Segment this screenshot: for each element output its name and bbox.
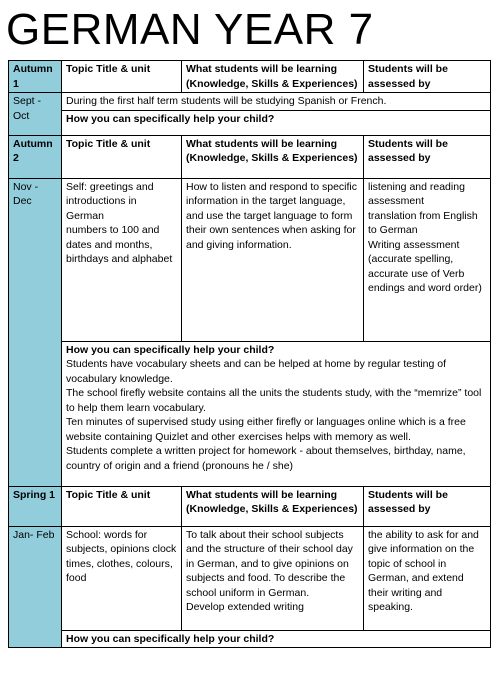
help-section-autumn2 [62, 341, 491, 486]
assessed-header: Students will be assessed by [364, 135, 491, 178]
autumn2-help-row [9, 341, 491, 486]
autumn2-header-row [9, 135, 491, 178]
learning-header: What students will be learning (Knowledge, Skills & Experiences) [182, 135, 364, 178]
term-label-spring1: Spring 1 [9, 486, 62, 526]
dates-autumn2: Nov - Dec [9, 178, 62, 486]
autumn1-help-row [9, 110, 491, 135]
assessed-autumn2: listening and reading assessment translation from English to German Writing assessment (accurate spelling, accurate use of Verb endings and word order) [364, 178, 491, 341]
topic-autumn2: Self: greetings and introductions in German numbers to 100 and dates and months, birthdays and alphabet [62, 178, 182, 341]
topic-spring1: School: words for subjects, opinions clock times, clothes, colours, food [62, 526, 182, 630]
topic-header: Topic Title & unit [62, 135, 182, 178]
curriculum-table [8, 60, 491, 648]
autumn2-content-row [9, 178, 491, 341]
spring1-header-row [9, 486, 491, 526]
dates-spring1: Jan- Feb [9, 526, 62, 648]
assessed-spring1: the ability to ask for and give information on the topic of school in German, and extend their writing and speaking. [364, 526, 491, 630]
spring1-content-row [9, 526, 491, 630]
term-label-autumn2: Autumn 2 [9, 135, 62, 178]
spring1-help-row [9, 630, 491, 648]
assessed-header: Students will be assessed by [364, 486, 491, 526]
topic-header: Topic Title & unit [62, 61, 182, 93]
dates-autumn1: Sept - Oct [9, 93, 62, 136]
term-label-autumn1: Autumn 1 [9, 61, 62, 93]
learning-spring1: To talk about their school subjects and the structure of their school day in German, and to give opinions on subjects and food. To describe the school uniform in German. Develop extended writing [182, 526, 364, 630]
autumn1-note: During the first half term students will be studying Spanish or French. [62, 93, 491, 111]
help-heading-autumn1: How you can specifically help your child? [62, 110, 491, 135]
assessed-header: Students will be assessed by [364, 61, 491, 93]
autumn1-note-row [9, 93, 491, 111]
learning-header: What students will be learning (Knowledge, Skills & Experiences) [182, 486, 364, 526]
page-title: GERMAN YEAR 7 [6, 5, 374, 54]
learning-autumn2: How to listen and respond to specific information in the target language, and use the target language to form their own sentences when asking for and giving information. [182, 178, 364, 341]
help-heading-autumn2: How you can specifically help your child? [66, 343, 275, 356]
topic-header: Topic Title & unit [62, 486, 182, 526]
autumn1-header-row [9, 61, 491, 93]
learning-header: What students will be learning (Knowledge, Skills & Experiences) [182, 61, 364, 93]
help-heading-spring1: How you can specifically help your child? [62, 630, 491, 648]
help-text-autumn2: Students have vocabulary sheets and can be helped at home by regular testing of vocabulary knowledge. The school firefly website contains all the units the students study, with the “memrize” tool to help them learn vocabulary. Ten minutes of supervised study using either firefly or languages online which is a free website containing Quizlet and other exercises helps with memory as well. Students complete a written project for homework - about themselves, birthday, name, country of origin and a friend (pronouns he / she) [66, 358, 482, 472]
